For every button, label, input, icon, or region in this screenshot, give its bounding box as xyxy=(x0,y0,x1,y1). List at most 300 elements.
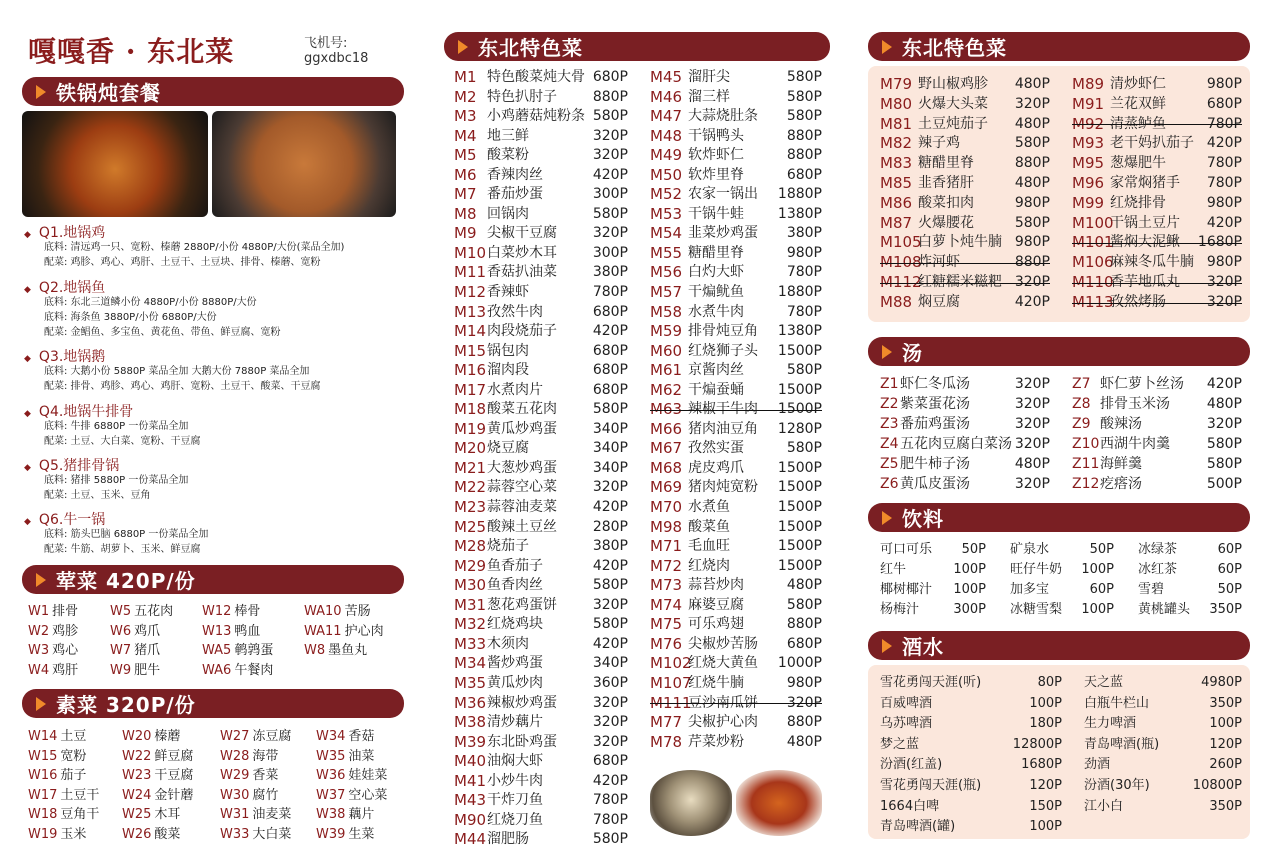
menu-item-code: M70 xyxy=(650,498,683,517)
menu-item-name: 干炸刀鱼 xyxy=(487,792,543,809)
menu-item-code: M100 xyxy=(1072,213,1114,232)
menu-item-name: 溜三样 xyxy=(688,88,730,105)
menu-item xyxy=(454,322,628,342)
item-name: 五花肉 xyxy=(134,604,174,619)
item-name: 土豆 xyxy=(60,729,87,744)
menu-item-name: 辣子鸡 xyxy=(918,135,960,152)
item-name: 腐竹 xyxy=(252,787,279,803)
menu-item-name: 猪肉油豆角 xyxy=(688,420,758,437)
drink-name: 可口可乐 xyxy=(880,542,933,557)
grid-row xyxy=(28,825,408,845)
grid-row xyxy=(28,805,408,825)
menu-item xyxy=(454,381,628,401)
menu-item xyxy=(650,185,822,205)
item-code: W8 xyxy=(304,643,326,659)
diamond-icon: ◆ xyxy=(24,463,31,473)
soup-item xyxy=(880,414,1050,434)
menu-item-code: M11 xyxy=(454,263,487,282)
menu-item-code: M99 xyxy=(1072,193,1105,212)
menu-item-code: M14 xyxy=(454,322,487,341)
soup-item xyxy=(880,434,1050,454)
grid-row xyxy=(28,602,408,622)
liquor-name: 梦之蓝 xyxy=(880,736,920,752)
drink-name: 矿泉水 xyxy=(1010,542,1050,557)
liquor-item xyxy=(1062,694,1242,715)
section-header-northeast xyxy=(444,32,830,61)
item-name: 土豆干 xyxy=(60,787,100,803)
liquor-name: 生力啤酒 xyxy=(1084,716,1137,732)
soup-name: 排骨玉米汤 xyxy=(1100,396,1170,412)
menu-item-price: 680P xyxy=(786,166,822,183)
menu-item-name: 锅包肉 xyxy=(487,342,529,359)
menu-item-code: M1 xyxy=(454,68,477,86)
menu-item xyxy=(454,713,628,733)
grid-cell xyxy=(28,805,122,825)
menu-item xyxy=(650,283,822,303)
menu-item-price: 420P xyxy=(592,635,628,652)
menu-item-code: M13 xyxy=(454,302,487,321)
soup-code: Z5 xyxy=(880,456,899,472)
menu-item-code: M71 xyxy=(650,537,683,556)
soup-price: 320P xyxy=(1014,376,1050,392)
soup-code: Z12 xyxy=(1072,476,1100,492)
menu-item xyxy=(880,154,1050,174)
set-base: 底料: 猪排 5880P 一份菜品全加 xyxy=(44,475,189,486)
item-code: W6 xyxy=(110,623,132,639)
item-code: W34 xyxy=(316,729,346,744)
grid-cell xyxy=(28,786,122,806)
grid-cell xyxy=(110,602,202,622)
liquor-row xyxy=(880,673,1242,694)
liquor-name: 江小白 xyxy=(1084,798,1124,814)
menu-item-code: M67 xyxy=(650,439,683,458)
drink-item xyxy=(986,580,1114,600)
grid-cell xyxy=(220,805,316,825)
menu-item-price: 780P xyxy=(592,811,628,828)
item-name: 生菜 xyxy=(348,826,375,842)
menu-item-code: M102 xyxy=(650,654,692,673)
menu-item-price: 580P xyxy=(786,362,822,379)
menu-item-code: M47 xyxy=(650,107,683,126)
grid-cell xyxy=(122,747,220,767)
menu-item-name: 小鸡蘑菇炖粉条 xyxy=(487,108,585,125)
menu-item-price: 1500P xyxy=(777,401,822,418)
menu-item-price: 680P xyxy=(592,381,628,398)
menu-item xyxy=(650,322,822,342)
menu-item-name: 糖醋里脊 xyxy=(688,244,744,261)
menu-item-price: 1500P xyxy=(777,499,822,516)
item-name: 榛蘑 xyxy=(154,729,181,744)
menu-item-name: 红烧排骨 xyxy=(1110,194,1166,211)
menu-item-price: 1500P xyxy=(777,518,822,535)
menu-item xyxy=(880,233,1050,253)
soup-row xyxy=(880,414,1242,434)
drink-name: 冰绿茶 xyxy=(1138,542,1178,557)
set-name xyxy=(24,509,105,529)
menu-item-price: 780P xyxy=(786,264,822,281)
menu-item-price: 480P xyxy=(1014,174,1050,191)
menu-item-price: 980P xyxy=(1206,76,1242,92)
menu-item-name: 蒜苔炒肉 xyxy=(688,577,744,594)
menu-item-name: 红烧狮子头 xyxy=(688,342,758,359)
menu-item xyxy=(650,674,822,694)
grid-row xyxy=(28,747,408,767)
menu-item-price: 580P xyxy=(592,616,628,633)
grid-cell xyxy=(28,727,122,747)
menu-item-name: 糖醋里脊 xyxy=(918,155,974,172)
grid-cell xyxy=(110,661,202,681)
item-code: W39 xyxy=(316,826,346,842)
menu-item-price: 680P xyxy=(592,69,628,85)
menu-item-price: 340P xyxy=(592,440,628,457)
soup-code: Z8 xyxy=(1072,396,1091,412)
menu-item-code: M43 xyxy=(454,791,487,810)
menu-item xyxy=(650,596,822,616)
menu-item-name: 白灼大虾 xyxy=(688,264,744,281)
soup-name: 虾仁萝卜丝汤 xyxy=(1100,376,1184,392)
item-code: W25 xyxy=(122,807,152,823)
menu-item-name: 排骨炖豆角 xyxy=(688,323,758,340)
item-name: 冻豆腐 xyxy=(252,729,292,744)
drink-item xyxy=(880,580,986,600)
item-code: W4 xyxy=(28,662,50,678)
liquor-name: 汾酒(30年) xyxy=(1084,777,1150,793)
item-code: W35 xyxy=(316,748,346,764)
liquor-row xyxy=(880,694,1242,715)
menu-item-price: 300P xyxy=(592,244,628,261)
grid-row xyxy=(28,661,408,681)
menu-item-name: 孜然烤肠 xyxy=(1110,293,1166,310)
menu-item-price: 480P xyxy=(786,577,822,594)
menu-item-code: M110 xyxy=(1072,272,1114,291)
soup-row xyxy=(880,394,1242,414)
menu-item-name: 软炸虾仁 xyxy=(688,147,744,164)
grid-cell xyxy=(220,766,316,786)
menu-item-code: M95 xyxy=(1072,154,1105,173)
item-code: W30 xyxy=(220,787,250,803)
item-name: 藕片 xyxy=(348,807,375,823)
menu-item-name: 猪肉炖宽粉 xyxy=(688,479,758,496)
menu-item xyxy=(454,791,628,811)
menu-item xyxy=(1072,95,1242,115)
menu-item xyxy=(880,134,1050,154)
special-list-right xyxy=(1072,75,1242,313)
menu-item-price: 340P xyxy=(592,655,628,672)
menu-item xyxy=(1072,174,1242,194)
soup-name: 酸辣汤 xyxy=(1100,416,1142,432)
menu-item-name: 红烧大黄鱼 xyxy=(688,655,758,672)
drink-price: 50P xyxy=(1217,582,1242,597)
soup-item xyxy=(880,454,1050,474)
menu-item-name: 辣椒炒鸡蛋 xyxy=(487,694,557,711)
item-code: W19 xyxy=(28,826,58,842)
menu-item-code: M8 xyxy=(454,204,477,223)
liquor-price: 120P xyxy=(1209,736,1242,752)
section-title: 素菜 320P/份 xyxy=(56,693,196,717)
item-name: 苦肠 xyxy=(344,604,371,619)
drink-price: 300P xyxy=(953,602,986,617)
soup-code: Z10 xyxy=(1072,436,1100,452)
drink-name: 加多宝 xyxy=(1010,582,1050,597)
menu-item-price: 1500P xyxy=(777,342,822,359)
triangle-icon xyxy=(36,697,46,711)
menu-item-price: 420P xyxy=(1206,214,1242,231)
soup-name: 黄瓜皮蛋汤 xyxy=(900,476,970,492)
set-side: 配菜: 鸡胗、鸡心、鸡肝、土豆干、土豆块、排骨、榛蘑、宽粉 xyxy=(44,257,321,268)
menu-item-name: 土豆炖茄子 xyxy=(918,115,988,132)
menu-item xyxy=(880,194,1050,214)
drink-row xyxy=(880,540,1242,560)
liquor-item xyxy=(880,817,1062,838)
menu-item-code: M23 xyxy=(454,498,487,517)
liquor-price: 100P xyxy=(1209,716,1242,732)
menu-item-code: M21 xyxy=(454,458,487,477)
section-title: 汤 xyxy=(902,341,923,365)
section-header-meat xyxy=(22,565,404,594)
menu-item-name: 辣椒干牛肉 xyxy=(688,401,758,418)
menu-item-code: M20 xyxy=(454,439,487,458)
liquor-price: 260P xyxy=(1209,757,1242,773)
menu-item xyxy=(650,576,822,596)
menu-item xyxy=(454,166,628,186)
menu-item-code: M55 xyxy=(650,243,683,262)
menu-item-price: 420P xyxy=(592,499,628,516)
menu-item-code: M53 xyxy=(650,204,683,223)
drink-price: 60P xyxy=(1217,542,1242,557)
menu-item xyxy=(650,224,822,244)
menu-item xyxy=(454,205,628,225)
soup-item xyxy=(880,474,1050,494)
menu-item-name: 小炒牛肉 xyxy=(487,772,543,789)
menu-item xyxy=(650,303,822,323)
soup-code: Z7 xyxy=(1072,376,1091,392)
drink-price: 50P xyxy=(1089,542,1114,557)
menu-item-code: M30 xyxy=(454,576,487,595)
column-northeast-menu xyxy=(444,0,830,868)
menu-item-price: 1500P xyxy=(777,479,822,496)
menu-item xyxy=(650,518,822,538)
menu-item-code: M50 xyxy=(650,165,683,184)
menu-item-name: 酸辣土豆丝 xyxy=(487,518,557,535)
item-name: 鸭血 xyxy=(234,623,261,639)
menu-item-price: 1000P xyxy=(777,655,822,672)
menu-item xyxy=(454,88,628,108)
menu-item-name: 清蒸鲈鱼 xyxy=(1110,115,1166,132)
liquor-row xyxy=(880,755,1242,776)
liquor-price: 180P xyxy=(1029,716,1062,732)
soup-code: Z4 xyxy=(880,436,899,452)
menu-item-price: 420P xyxy=(592,323,628,340)
menu-item xyxy=(880,75,1050,95)
menu-item-name: 葱花鸡蛋饼 xyxy=(487,596,557,613)
menu-item-code: M16 xyxy=(454,361,487,380)
menu-item xyxy=(650,694,822,714)
menu-list-left xyxy=(454,68,628,850)
liquor-item xyxy=(880,673,1062,694)
liquor-price: 10800P xyxy=(1192,777,1242,793)
menu-item-code: M91 xyxy=(1072,94,1105,113)
item-code: W3 xyxy=(28,643,50,659)
menu-item-name: 韭香猪肝 xyxy=(918,174,974,191)
item-code: WA11 xyxy=(304,623,342,639)
item-code: W14 xyxy=(28,729,58,744)
soup-code: Z6 xyxy=(880,476,899,492)
flight-number xyxy=(304,36,368,66)
menu-item-code: M2 xyxy=(454,87,477,106)
soup-code: Z11 xyxy=(1072,456,1100,472)
item-name: 豆角干 xyxy=(60,807,100,823)
special-list-left xyxy=(880,75,1050,313)
menu-item-code: M18 xyxy=(454,400,487,419)
item-name: 午餐肉 xyxy=(234,662,274,678)
column-specials-drinks xyxy=(868,0,1254,868)
menu-item-code: M22 xyxy=(454,478,487,497)
item-code: W36 xyxy=(316,768,346,784)
liquor-item xyxy=(1062,817,1242,838)
drink-row xyxy=(880,560,1242,580)
triangle-icon xyxy=(458,40,468,54)
soup-list xyxy=(880,374,1242,494)
set-title: Q4.地锅牛排骨 xyxy=(38,404,134,420)
menu-item-code: M66 xyxy=(650,419,683,438)
menu-item-name: 木须肉 xyxy=(487,635,529,652)
menu-item xyxy=(454,654,628,674)
drink-price: 50P xyxy=(961,542,986,557)
meat-items-grid xyxy=(28,602,408,680)
menu-item xyxy=(454,127,628,147)
menu-item xyxy=(454,400,628,420)
grid-cell xyxy=(202,641,304,661)
set-side: 配菜: 土豆、大白菜、宽粉、干豆腐 xyxy=(44,436,201,447)
menu-item-name: 黄瓜炒鸡蛋 xyxy=(487,420,557,437)
menu-item-code: M77 xyxy=(650,713,683,732)
grid-cell xyxy=(316,805,406,825)
liquor-price: 350P xyxy=(1209,695,1242,711)
set-side: 配菜: 土豆、玉米、豆角 xyxy=(44,490,151,501)
menu-item xyxy=(454,518,628,538)
menu-item-name: 兰花双鲜 xyxy=(1110,95,1166,112)
menu-item-code: M63 xyxy=(650,400,683,419)
menu-item xyxy=(650,615,822,635)
triangle-icon xyxy=(882,511,892,525)
menu-item-code: M112 xyxy=(880,272,922,291)
item-code: W9 xyxy=(110,662,132,678)
drink-item xyxy=(880,560,986,580)
menu-item-price: 880P xyxy=(592,88,628,105)
menu-item xyxy=(454,439,628,459)
menu-item-code: M44 xyxy=(454,830,487,849)
menu-item-code: M61 xyxy=(650,361,683,380)
grid-row xyxy=(28,641,408,661)
soup-name: 海鲜羹 xyxy=(1100,456,1142,472)
menu-item-code: M54 xyxy=(650,224,683,243)
menu-item-name: 水煮牛肉 xyxy=(688,303,744,320)
menu-item xyxy=(880,115,1050,135)
menu-item xyxy=(454,107,628,127)
menu-item-code: M12 xyxy=(454,283,487,302)
menu-item-code: M36 xyxy=(454,693,487,712)
menu-item xyxy=(650,537,822,557)
menu-item-name: 香芋地瓜丸 xyxy=(1110,273,1180,290)
grid-cell xyxy=(220,825,316,845)
soup-code: Z1 xyxy=(880,376,899,392)
soup-row xyxy=(880,374,1242,394)
menu-item-code: M10 xyxy=(454,243,487,262)
grid-cell xyxy=(122,766,220,786)
menu-item-name: 干煸蚕蛹 xyxy=(688,381,744,398)
veg-items-grid xyxy=(28,727,408,845)
drink-name: 冰糖雪梨 xyxy=(1010,602,1063,617)
soup-price: 580P xyxy=(1206,456,1242,472)
menu-item-name: 干锅牛蛙 xyxy=(688,205,744,222)
menu-item-code: M75 xyxy=(650,615,683,634)
soup-price: 320P xyxy=(1014,396,1050,412)
grid-cell xyxy=(304,641,404,661)
grid-cell xyxy=(28,641,110,661)
item-code: W7 xyxy=(110,643,132,659)
menu-item-price: 780P xyxy=(1206,174,1242,191)
liquor-name: 乌苏啤酒 xyxy=(880,716,933,732)
grid-cell xyxy=(28,602,110,622)
set-side: 配菜: 金鲳鱼、多宝鱼、黄花鱼、带鱼、鲜豆腐、宽粉 xyxy=(44,327,281,338)
menu-item-price: 320P xyxy=(592,714,628,731)
menu-item-code: M98 xyxy=(650,517,683,536)
drink-price: 100P xyxy=(953,562,986,577)
liquor-name: 白瓶牛栏山 xyxy=(1084,695,1150,711)
item-name: 墨鱼丸 xyxy=(328,643,368,659)
menu-item-name: 油焖大虾 xyxy=(487,753,543,770)
menu-item-name: 水煮肉片 xyxy=(487,381,543,398)
item-code: W26 xyxy=(122,826,152,842)
menu-item-name: 肉段烧茄子 xyxy=(487,323,557,340)
menu-list-right xyxy=(650,68,822,752)
menu-item-price: 320P xyxy=(592,596,628,613)
menu-item xyxy=(650,146,822,166)
triangle-icon xyxy=(36,573,46,587)
menu-item-price: 880P xyxy=(786,714,822,731)
menu-item-code: M80 xyxy=(880,94,913,113)
menu-item-price: 320P xyxy=(592,733,628,750)
grid-cell xyxy=(202,661,304,681)
menu-item-code: M68 xyxy=(650,458,683,477)
menu-item xyxy=(454,303,628,323)
menu-item xyxy=(454,733,628,753)
menu-item xyxy=(880,174,1050,194)
drink-item xyxy=(1114,580,1242,600)
menu-item-code: M88 xyxy=(880,292,913,311)
liquor-name: 雪花勇闯天涯(听) xyxy=(880,675,982,690)
menu-item-price: 580P xyxy=(592,831,628,848)
grid-cell xyxy=(304,602,404,622)
soup-price: 500P xyxy=(1206,476,1242,492)
menu-item-code: M90 xyxy=(454,810,487,829)
item-code: W22 xyxy=(122,748,152,764)
menu-item-name: 大葱炒鸡蛋 xyxy=(487,459,557,476)
item-code: W15 xyxy=(28,748,58,764)
menu-item xyxy=(1072,194,1242,214)
grid-cell xyxy=(316,747,406,767)
menu-item-price: 1500P xyxy=(777,557,822,574)
soup-price: 320P xyxy=(1014,476,1050,492)
soup-price: 480P xyxy=(1014,456,1050,472)
grid-cell xyxy=(122,786,220,806)
menu-item xyxy=(1072,115,1242,135)
liquor-item xyxy=(880,714,1062,735)
grid-cell xyxy=(220,786,316,806)
menu-item-code: M7 xyxy=(454,185,477,204)
menu-item-name: 干锅鸭头 xyxy=(688,127,744,144)
menu-item-name: 虎皮鸡爪 xyxy=(688,459,744,476)
